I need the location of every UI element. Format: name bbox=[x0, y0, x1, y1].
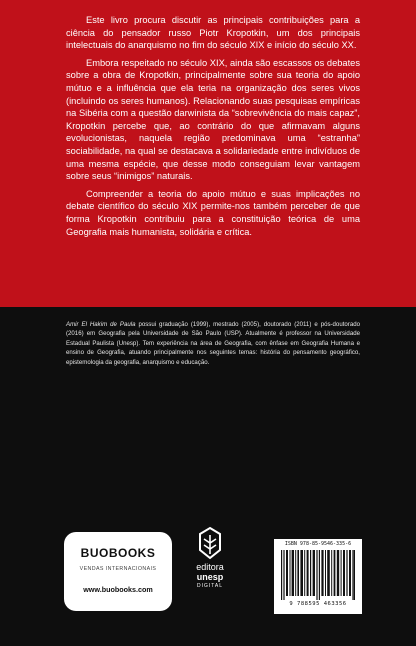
publisher-sub: DIGITAL bbox=[196, 583, 224, 589]
blurb-paragraph-2: Embora respeitado no século XIX, ainda são escassos os debates sobre a obra de Kropotkin, principalmente sobre sua teoria do apoio mútuo e a influência que ela teria na organização dos seres vivos (incluindo os seres humanos). Relacionando suas pesquisas empíricas na Sibéria com a questão darwinista da “sobrevivência do mais capaz”, Kropotkin percebe que, ao contrário do que afirmavam alguns evolucionistas, naquela região predominava uma “estranha” sociabilidade, na qual se destacava a solidariedade entre indivíduos de uma mesma espécie, que desse modo conseguiam levar vantagem sobre seus “inimigos” naturais. bbox=[66, 57, 360, 182]
buobooks-badge bbox=[64, 532, 172, 611]
author-bio-body: possui graduação (1999), mestrado (2005), doutorado (2011) e pós-doutorado (2016) em Geografia pela Universidade de São Paulo (USP). Atualmente é professor na Universidade Estadual Paulista (Unesp). Tem experiência na área de Geografia, com ênfase em Geografia Humana e ensino de Geografia, atuando principalmente nos seguintes temas: história do pensamento geográfico, epistemologia da geografia, anarquismo e educação. bbox=[66, 321, 360, 366]
publisher-logo bbox=[172, 526, 248, 616]
buobooks-title: BUOBOOKS bbox=[80, 546, 156, 560]
author-bio-text bbox=[66, 320, 360, 367]
blurb-text bbox=[66, 14, 360, 243]
blurb-paragraph-1: Este livro procura discutir as principais contribuições para a ciência do pensador russo Piotr Kropotkin, um dos principais intelectuais do anarquismo no fim do século XIX e início do século XX. bbox=[66, 15, 360, 51]
blurb-paragraph-3: Compreender a teoria do apoio mútuo e suas implicações no debate científico do século XIX permite-nos também perceber de que forma Kropotkin contribuiu para a constituição teórica de uma Geografia mais humanista, solidária e crítica. bbox=[66, 188, 360, 237]
publisher-brand: unesp bbox=[196, 572, 224, 582]
barcode-digits: 9 788595 463356 bbox=[289, 601, 347, 607]
publisher-name: editora bbox=[196, 562, 224, 572]
author-name: Amir El Hakim de Paula bbox=[66, 321, 136, 328]
author-bio bbox=[66, 320, 360, 372]
buobooks-subtitle: VENDAS INTERNACIONAIS bbox=[79, 566, 157, 572]
barcode-icon bbox=[281, 550, 355, 600]
barcode-box bbox=[274, 539, 362, 614]
isbn-text: ISBN 978-85-9546-335-6 bbox=[284, 541, 352, 547]
buobooks-url: www.buobooks.com bbox=[83, 585, 153, 594]
book-logo-icon bbox=[197, 526, 223, 560]
